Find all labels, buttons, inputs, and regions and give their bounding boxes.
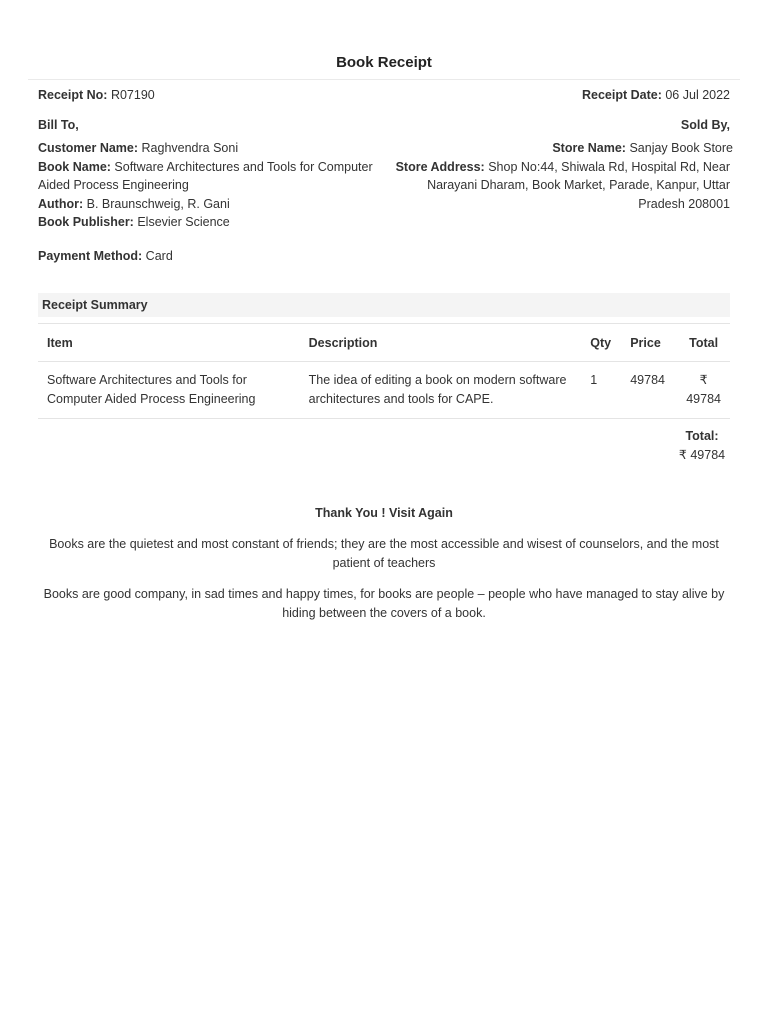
receipt-table	[38, 323, 730, 419]
quote-1: Books are the quietest and most constant of friends; they are the most accessible and wisest of counselors, and the most patient of teachers	[49, 537, 719, 570]
grand-total-value: ₹ 49784	[678, 447, 726, 462]
party-headings-row	[38, 116, 730, 135]
receipt-date	[582, 86, 730, 105]
store-address-label: Store Address:	[395, 159, 485, 174]
receipt-number	[38, 86, 155, 105]
bill-to-heading: Bill To,	[38, 118, 79, 132]
quote-2: Books are good company, in sad times and happy times, for books are people – people who have managed to stay alive by hiding between the covers of a book.	[43, 587, 725, 620]
publisher-value: Elsevier Science	[137, 215, 230, 229]
store-name-label: Store Name:	[552, 141, 626, 155]
store-address-value: Shop No:44, Shiwala Rd, Hospital Rd, Near Narayani Dharam, Book Market, Parade, Kanpur, Uttar Pradesh 208001	[427, 159, 730, 211]
author-label: Author:	[38, 196, 84, 211]
cell-item: Software Architectures and Tools for Computer Aided Process Engineering	[38, 362, 300, 419]
payment-method-label: Payment Method:	[38, 249, 143, 263]
receipt-date-value: 06 Jul 2022	[665, 88, 730, 102]
sold-by-heading: Sold By,	[680, 118, 730, 132]
cell-qty: 1	[581, 362, 621, 419]
publisher-label: Book Publisher:	[38, 215, 134, 229]
author	[38, 195, 378, 214]
store-name	[390, 139, 733, 158]
bill-to-details	[38, 139, 378, 232]
table-row	[38, 362, 730, 419]
grand-total	[674, 427, 730, 464]
receipt-summary-heading: Receipt Summary	[38, 293, 730, 317]
column-header-qty: Qty	[581, 324, 621, 362]
sold-by-details	[390, 139, 733, 213]
cell-description: The idea of editing a book on modern software architectures and tools for CAPE.	[300, 362, 582, 419]
book-name-label: Book Name:	[38, 159, 111, 174]
receipt-title: Book Receipt	[336, 54, 432, 71]
table-header-row	[38, 324, 730, 362]
author-value: B. Braunschweig, R. Gani	[86, 196, 230, 211]
book-name	[38, 158, 378, 195]
column-header-price: Price	[621, 324, 677, 362]
payment-method	[38, 247, 173, 265]
customer-name	[38, 139, 378, 158]
cell-total: ₹ 49784	[677, 362, 730, 419]
publisher	[38, 213, 378, 232]
book-name-value: Software Architectures and Tools for Computer Aided Process Engineering	[38, 159, 373, 192]
column-header-description: Description	[300, 324, 582, 362]
title-divider	[28, 79, 740, 80]
receipt-number-value: R07190	[110, 88, 155, 102]
cell-price: 49784	[621, 362, 677, 419]
column-header-total: Total	[677, 324, 730, 362]
customer-name-label: Customer Name:	[38, 141, 139, 155]
store-name-value: Sanjay Book Store	[629, 141, 733, 155]
customer-name-value: Raghvendra Soni	[141, 141, 239, 155]
receipt-number-label: Receipt No:	[38, 88, 108, 102]
payment-method-value: Card	[145, 249, 173, 263]
store-address	[390, 158, 730, 214]
column-header-item: Item	[38, 324, 300, 362]
receipt-date-label: Receipt Date:	[581, 88, 662, 102]
receipt-meta-row	[38, 86, 730, 105]
grand-total-label: Total:	[685, 429, 719, 443]
thank-you-message: Thank You ! Visit Again	[315, 506, 453, 520]
